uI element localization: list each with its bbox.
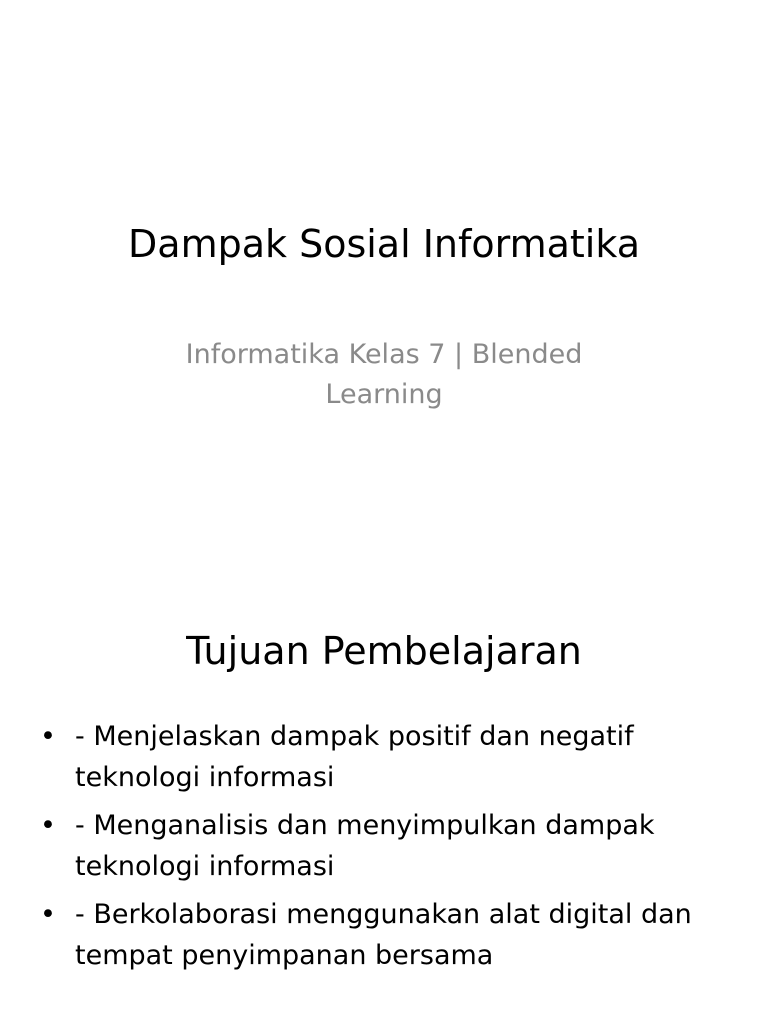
list-item-text: - Menjelaskan dampak positif dan negatif teknologi informasi xyxy=(75,721,634,793)
list-item-text: - Berkolaborasi menggunakan alat digital dan tempat penyimpanan bersama xyxy=(75,899,692,971)
list-item xyxy=(38,894,728,976)
bullet-icon: • xyxy=(40,810,56,841)
list-item xyxy=(38,805,728,887)
bullet-icon: • xyxy=(40,721,56,752)
bullet-icon: • xyxy=(40,899,56,930)
section-heading: Tujuan Pembelajaran xyxy=(186,629,582,673)
list-item xyxy=(38,716,728,798)
slide-title: Dampak Sosial Informatika xyxy=(128,222,640,266)
objectives-list xyxy=(38,716,728,983)
slide-subtitle: Informatika Kelas 7 | Blended Learning xyxy=(185,339,583,410)
list-item-text: - Menganalisis dan menyimpulkan dampak teknologi informasi xyxy=(75,810,655,882)
